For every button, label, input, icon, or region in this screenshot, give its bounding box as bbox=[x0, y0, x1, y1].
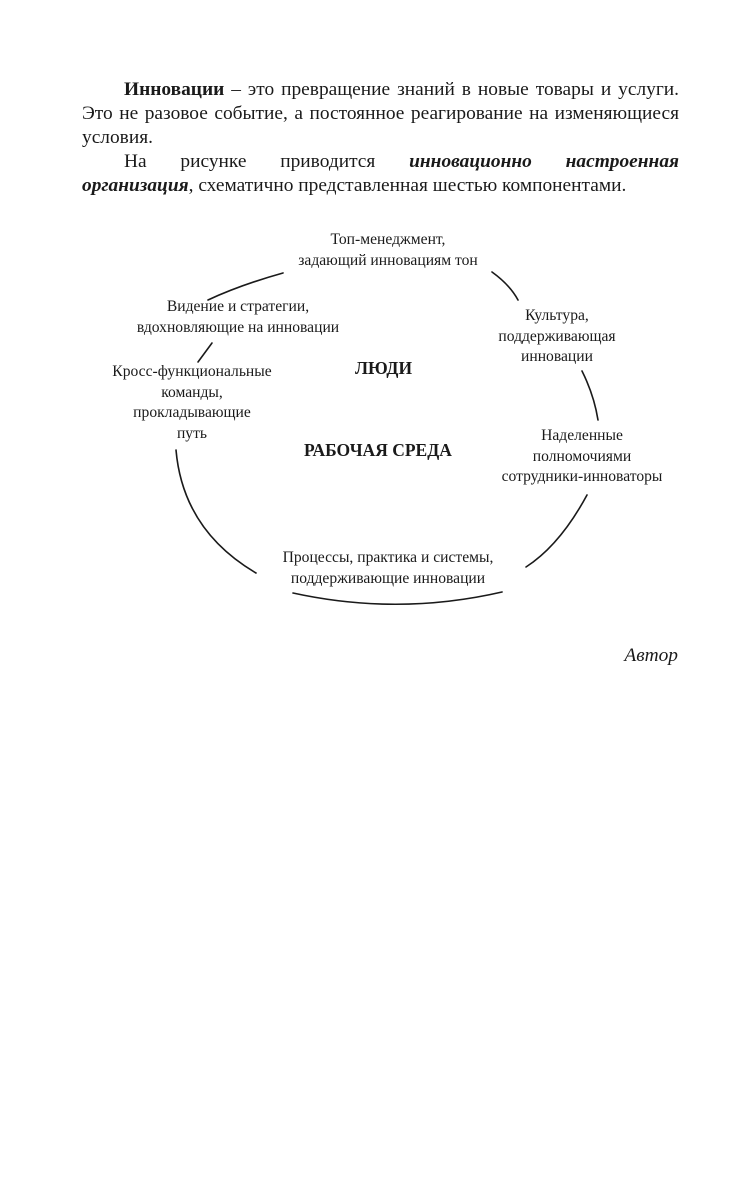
source-attribution: Автор bbox=[624, 645, 678, 666]
people-label: ЛЮДИ bbox=[355, 358, 413, 378]
innovation-definition: – это превращение знаний в новые товары и услуги. Это не разовое событие, а постоянное реагирование на изменяющиеся условия. bbox=[82, 79, 679, 148]
arc-culture-empowered bbox=[582, 371, 598, 420]
arc-bottom bbox=[293, 592, 502, 604]
cross-line3: прокладывающие bbox=[133, 404, 251, 421]
vision-line1: Видение и стратегии, bbox=[166, 298, 310, 315]
vision-line2: вдохновляющие на инновации bbox=[136, 318, 340, 336]
cross-functional-label bbox=[96, 362, 288, 444]
arc-right bbox=[526, 495, 587, 567]
innovative-organization-term: инновационно настроенная организация bbox=[82, 151, 680, 196]
process-line2: поддерживающие инновации bbox=[290, 569, 486, 587]
culture-line3: инновации bbox=[521, 348, 593, 365]
arc-vision-cross bbox=[198, 343, 212, 362]
arc-top-left bbox=[208, 273, 283, 300]
culture-label bbox=[484, 306, 630, 368]
innovation-term: Инновации bbox=[124, 79, 225, 100]
empowered-line3: сотрудники-инноваторы bbox=[501, 468, 663, 485]
arc-top-right bbox=[492, 272, 518, 300]
cross-line2: команды, bbox=[161, 383, 223, 401]
empowered-employees-label bbox=[484, 426, 680, 488]
figure-intro-start: На рисунке приводится bbox=[124, 151, 410, 172]
cross-line4: путь bbox=[176, 424, 208, 442]
arc-left bbox=[176, 450, 256, 573]
top-management-label bbox=[280, 230, 496, 271]
top-management-line1: Топ-менеджмент, bbox=[330, 231, 446, 248]
empowered-line2: полномочиями bbox=[532, 447, 632, 465]
cross-line1: Кросс-функциональные bbox=[112, 363, 272, 380]
culture-line1: Культура, bbox=[525, 307, 589, 324]
culture-line2: поддерживающая bbox=[498, 327, 616, 345]
work-environment-label: РАБОЧАЯ СРЕДА bbox=[304, 440, 452, 460]
top-management-line2: задающий инновациям тон bbox=[298, 251, 478, 269]
figure-intro-end: , схематично представленная шестью компонентами. bbox=[188, 175, 627, 196]
process-line1: Процессы, практика и системы, bbox=[282, 549, 494, 566]
processes-label bbox=[260, 548, 516, 589]
vision-label bbox=[116, 297, 360, 338]
empowered-line1: Наделенные bbox=[541, 427, 623, 444]
